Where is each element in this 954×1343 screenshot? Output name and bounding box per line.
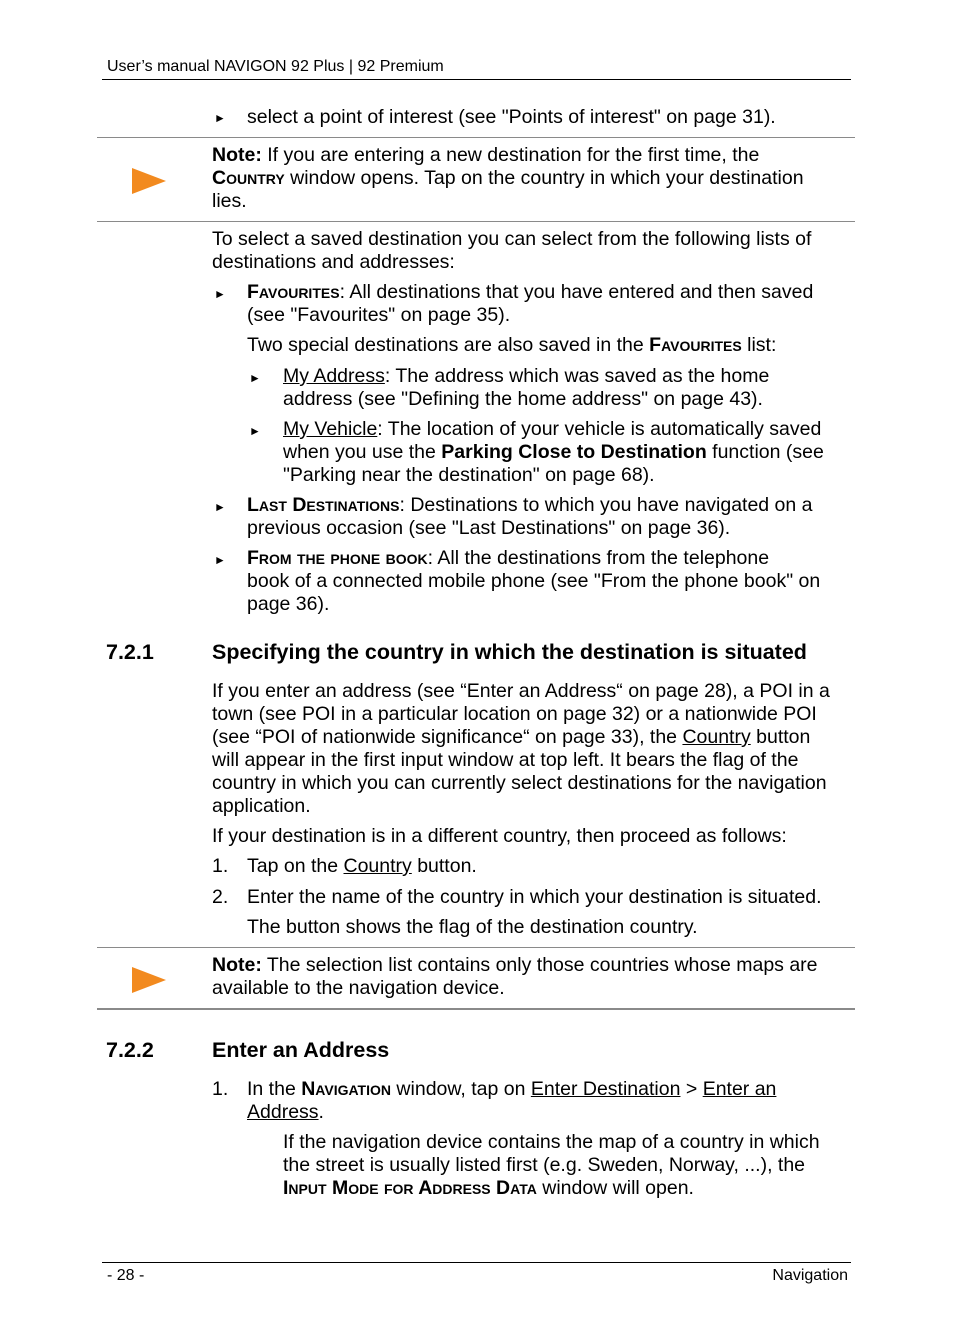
section-721-paragraph: If you enter an address (see “Enter an Address“ on page 28), a POI in a town (see POI in a particular location on page 32) or a nationwide POI (see “POI of nationwide significance“ on page 33), the Country button will appear in the first input window at top left. It bears the flag of the country in which you can currently select destinations for the navigation application. (212, 680, 830, 817)
note-label: Note: (212, 954, 262, 976)
link-enter-an-address[interactable]: Address (247, 1101, 319, 1123)
step-number: 1. (212, 1078, 229, 1100)
link-enter-destination[interactable]: Enter Destination (530, 1078, 681, 1100)
running-header: User’s manual NAVIGON 92 Plus | 92 Premium (107, 58, 444, 75)
section-721-paragraph-2: If your destination is in a different country, then proceed as follows: (212, 825, 787, 847)
section-722-step-1: In the Navigation window, tap on Enter Destination > Enter an Address. (247, 1078, 777, 1123)
footer-rule (102, 1262, 851, 1263)
note-label: Note: (212, 144, 262, 166)
list-item-last-destinations: Last Destinations: Destinations to which you have navigated on a previous occasion (see "Last Destinations" on page 36). (247, 494, 813, 539)
bullet-triangle-icon: ► (214, 500, 226, 514)
section-title-722: Enter an Address (212, 1038, 390, 1062)
list-item-my-vehicle: My Vehicle: The location of your vehicle is automatically saved when you use the Parking Close to Destination function (see "Parking near the destination" on page 68). (283, 418, 824, 486)
note-arrow-icon (132, 168, 166, 194)
chapter-name: Navigation (772, 1267, 848, 1284)
bullet-triangle-icon: ► (214, 287, 226, 301)
section-number-721: 7.2.1 (106, 640, 154, 664)
bullet-triangle-icon: ► (249, 371, 261, 385)
link-country[interactable]: Country (682, 726, 751, 748)
note-arrow-icon (132, 967, 166, 993)
section-722-sub-paragraph: If the navigation device contains the map of a country in which the street is usually listed first (e.g. Sweden, Norway, ...), the Input Mode for Address Data window will open. (283, 1131, 820, 1199)
link-my-address[interactable]: My Address (283, 365, 385, 387)
step-number: 2. (212, 886, 229, 908)
note-rule-top (97, 947, 855, 948)
note-1: Note: If you are entering a new destination for the first time, the Country window opens. Tap on the country in which your destination lies. (212, 144, 804, 212)
note-rule-top (97, 137, 855, 138)
section-number-722: 7.2.2 (106, 1038, 154, 1062)
list-item-phone-book: From the phone book: All the destinations from the telephone book of a connected mobile phone (see "From the phone book" on page 36). (247, 547, 821, 615)
note-2: Note: The selection list contains only those countries whose maps are available to the navigation device. (212, 954, 818, 999)
step-2: Enter the name of the country in which your destination is situated. (247, 886, 822, 908)
bullet-triangle-icon: ► (214, 553, 226, 567)
link-country[interactable]: Country (343, 855, 412, 877)
intro-list-item: select a point of interest (see "Points of interest" on page 31). (247, 106, 776, 128)
favourites-special: Two special destinations are also saved in the Favourites list: (247, 334, 777, 356)
step-1: Tap on the Country button. (247, 855, 477, 877)
note-rule-bottom (97, 221, 855, 222)
step-2-result: The button shows the flag of the destination country. (247, 916, 698, 938)
link-my-vehicle[interactable]: My Vehicle (283, 418, 378, 440)
list-item-favourites: Favourites: All destinations that you have entered and then saved (see "Favourites" on page 35). (247, 281, 814, 326)
link-enter-an-address[interactable]: Enter an (702, 1078, 777, 1100)
section-title-721: Specifying the country in which the destination is situated (212, 640, 807, 664)
saved-intro: To select a saved destination you can select from the following lists of destinations and addresses: (212, 228, 812, 273)
window-name-country: Country (212, 167, 285, 189)
bullet-triangle-icon: ► (249, 424, 261, 438)
page-number: - 28 - (107, 1267, 145, 1284)
bullet-triangle-icon: ► (214, 111, 226, 125)
step-number: 1. (212, 855, 229, 877)
note-rule-bottom (97, 1008, 855, 1010)
header-rule (102, 79, 851, 80)
list-item-my-address: My Address: The address which was saved as the home address (see "Defining the home address" on page 43). (283, 365, 770, 410)
